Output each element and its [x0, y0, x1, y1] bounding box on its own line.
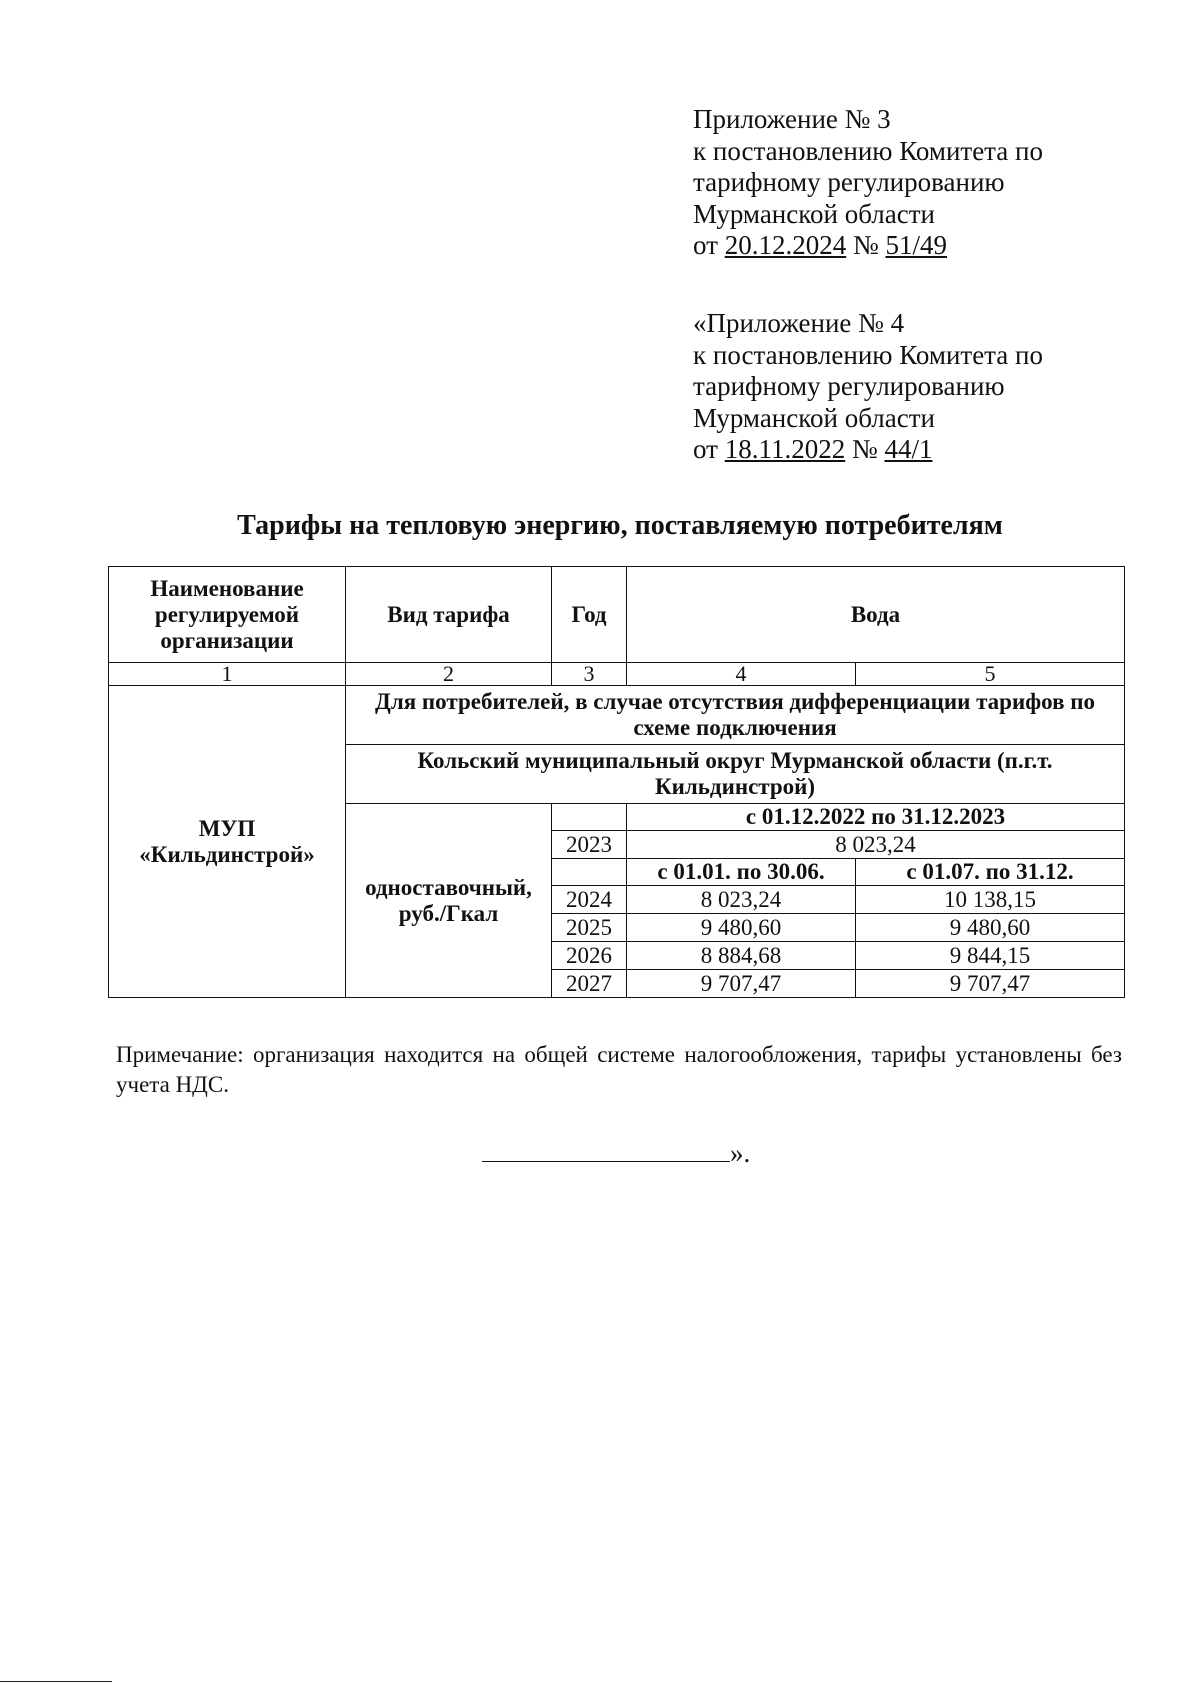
- closing-underline: [482, 1141, 730, 1162]
- year-cell: 2026: [552, 942, 627, 970]
- value-h2-cell: 9 707,47: [856, 970, 1125, 998]
- table-row: [109, 686, 1125, 745]
- value-h2-cell: 9 480,60: [856, 914, 1125, 942]
- header-organization: Наименование регулируемой организации: [109, 567, 346, 663]
- value-h1-cell: 9 480,60: [627, 914, 856, 942]
- column-number: 5: [856, 663, 1125, 686]
- appendix-3-number-sign: №: [852, 230, 879, 260]
- year-cell: 2024: [552, 886, 627, 914]
- empty-year-cell: [552, 859, 627, 886]
- appendix-3-line-3: тарифному регулированию: [693, 167, 1005, 197]
- header-year: Год: [552, 567, 627, 663]
- value-h1-cell: 8 884,68: [627, 942, 856, 970]
- half-year-2-header: с 01.07. по 31.12.: [856, 859, 1125, 886]
- consumer-group-cell: Для потребителей, в случае отсутствия дифференциации тарифов по схеме подключения: [346, 686, 1125, 745]
- column-number: 2: [346, 663, 552, 686]
- appendix-3-date-prefix: от: [693, 230, 718, 260]
- header-tariff-type: Вид тарифа: [346, 567, 552, 663]
- year-cell: 2025: [552, 914, 627, 942]
- appendix-4-date: 18.11.2022: [724, 434, 846, 464]
- appendix-3-line-4: Мурманской области: [693, 198, 935, 229]
- column-number: 4: [627, 663, 856, 686]
- value-h2-cell: 9 844,15: [856, 942, 1125, 970]
- column-number: 1: [109, 663, 346, 686]
- note-paragraph: Примечание: организация находится на общей системе налогообложения, тарифы установлены без учета НДС.: [116, 1042, 1122, 1097]
- appendix-3-line-2: к постановлению Комитета по: [693, 135, 1043, 166]
- appendix-3-number: 51/49: [885, 230, 947, 260]
- appendix-4-block: [693, 308, 1113, 466]
- column-number-row: [109, 663, 1125, 686]
- appendix-4-date-line: [693, 434, 1113, 466]
- appendix-4-line-3: тарифному регулированию: [693, 371, 1005, 401]
- appendix-3-title: Приложение № 3: [693, 104, 891, 134]
- appendix-3-block: [693, 104, 1113, 262]
- document-title: Тарифы на тепловую энергию, поставляемую потребителям: [237, 510, 1003, 541]
- half-year-1-header: с 01.01. по 30.06.: [627, 859, 856, 886]
- tariff-table: [108, 566, 1125, 998]
- appendix-4-number-sign: №: [851, 434, 878, 464]
- column-number: 3: [552, 663, 627, 686]
- footnote-divider: [0, 1681, 112, 1682]
- empty-year-cell: [552, 804, 627, 831]
- appendix-4-number: 44/1: [884, 434, 933, 464]
- closing-mark: ».: [730, 1138, 751, 1168]
- value-h2-cell: 10 138,15: [856, 886, 1125, 914]
- header-water: Вода: [627, 567, 1125, 663]
- appendix-4-date-prefix: от: [693, 434, 718, 464]
- value-h1-cell: 8 023,24: [627, 886, 856, 914]
- appendix-4-title: «Приложение № 4: [693, 308, 905, 338]
- organization-cell: МУП «Кильдинстрой»: [109, 686, 346, 998]
- appendix-3-date: 20.12.2024: [724, 230, 847, 260]
- closing-line: [482, 1138, 782, 1168]
- year-cell: 2023: [552, 831, 627, 859]
- tariff-type-cell: одноставочный, руб./Гкал: [346, 804, 552, 998]
- period-2023-cell: с 01.12.2022 по 31.12.2023: [627, 804, 1125, 831]
- value-h1-cell: 9 707,47: [627, 970, 856, 998]
- appendix-4-line-2: к постановлению Комитета по: [693, 339, 1043, 370]
- table-header-row: [109, 567, 1125, 663]
- appendix-3-date-line: [693, 230, 1113, 262]
- value-2023-cell: 8 023,24: [627, 831, 1125, 859]
- year-cell: 2027: [552, 970, 627, 998]
- appendix-4-line-4: Мурманской области: [693, 402, 935, 433]
- territory-cell: Кольский муниципальный округ Мурманской области (п.г.т. Кильдинстрой): [346, 745, 1125, 804]
